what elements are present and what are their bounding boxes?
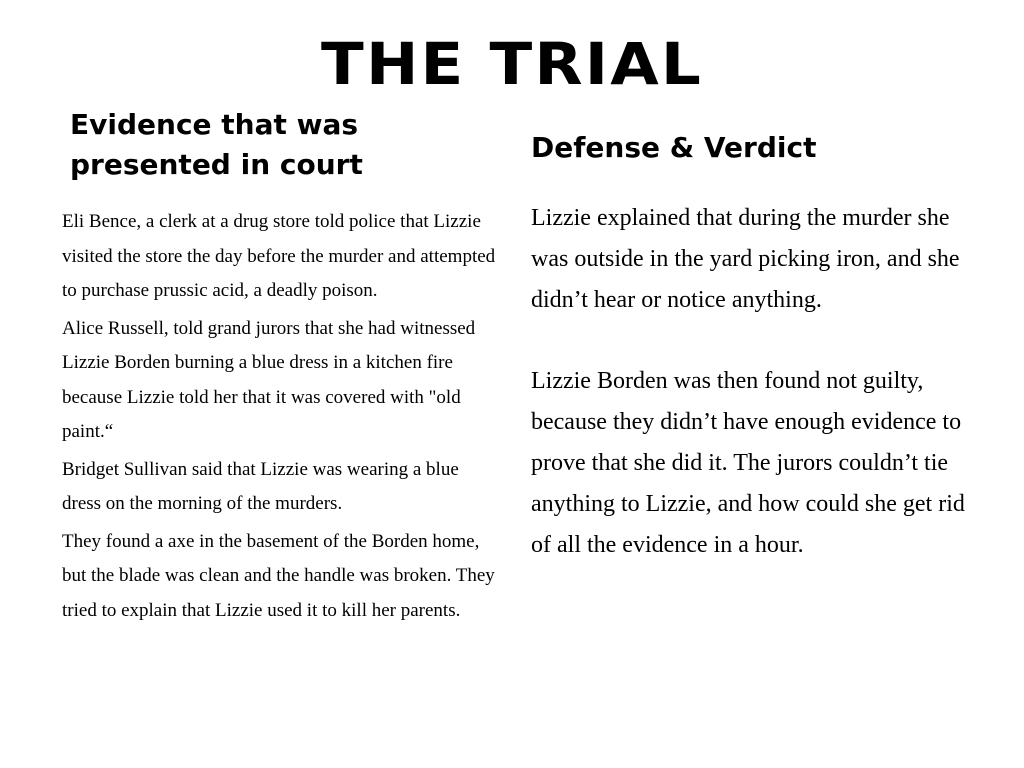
verdict-paragraph: Lizzie Borden was then found not guilty, because they didn’t have enough evidence to prove that she did it. The jurors couldn’t tie anything to Lizzie, and how could she get rid of all the evidence in a hour. (531, 368, 965, 558)
evidence-heading: Evidence that was presented in court (70, 108, 363, 181)
defense-verdict-text-block (531, 198, 971, 566)
defense-verdict-heading: Defense & Verdict (531, 131, 817, 164)
defense-paragraph: Lizzie explained that during the murder she was outside in the yard picking iron, and she didn’t hear or notice anything. (531, 205, 960, 313)
slide-title: THE TRIAL (321, 30, 703, 98)
evidence-paragraph-bridget-sullivan: Bridget Sullivan said that Lizzie was wearing a blue dress on the morning of the murders. (62, 458, 459, 514)
evidence-paragraph-alice-russell: Alice Russell, told grand jurors that she had witnessed Lizzie Borden burning a blue dress in a kitchen fire because Lizzie told her that it was covered with "old paint.“ (62, 317, 476, 442)
evidence-paragraph-axe: They found a axe in the basement of the Borden home, but the blade was clean and the handle was broken. They tried to explain that Lizzie used it to kill her parents. (62, 530, 495, 621)
evidence-text-block (62, 205, 502, 631)
evidence-paragraph-eli-bence: Eli Bence, a clerk at a drug store told police that Lizzie visited the store the day before the murder and attempted to purchase prussic acid, a deadly poison. (62, 211, 496, 301)
